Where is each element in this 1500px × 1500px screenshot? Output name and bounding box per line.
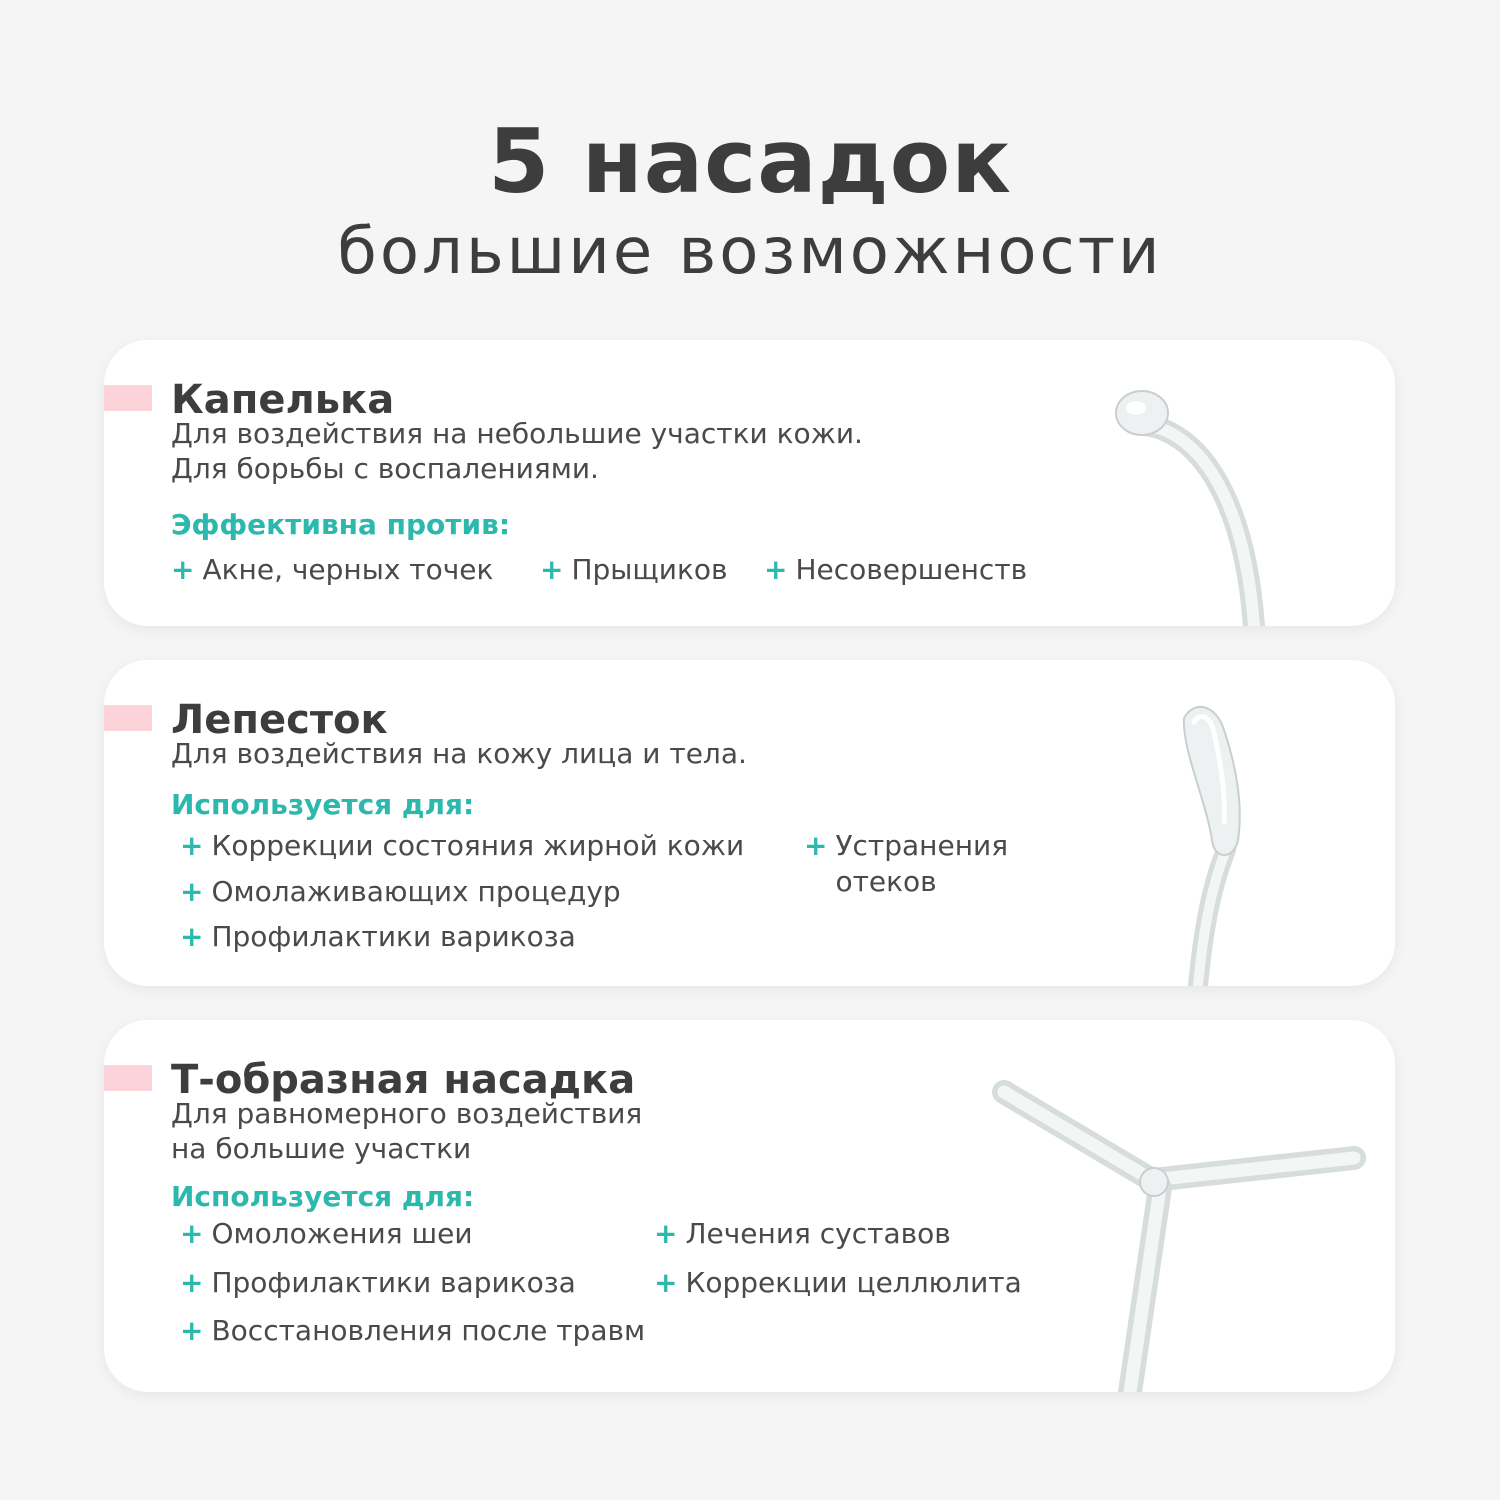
card-subheading: Эффективна против:	[171, 508, 511, 541]
plus-icon: +	[180, 829, 204, 862]
list-item	[804, 828, 1054, 900]
list-item	[654, 1265, 1022, 1301]
card-description	[171, 416, 863, 486]
card-description	[171, 1096, 642, 1166]
list-item	[180, 1265, 576, 1301]
drop-nozzle-image	[1104, 370, 1304, 626]
card-subheading: Используется для:	[171, 788, 475, 821]
card-accent-stripe	[104, 705, 152, 731]
plus-icon: +	[180, 920, 204, 953]
nozzle-card-petal	[104, 660, 1395, 986]
card-subheading: Используется для:	[171, 1180, 475, 1213]
page-title: 5 насадок	[488, 110, 1012, 213]
list-item-label: Устранения отеков	[835, 829, 1009, 898]
list-item	[180, 1313, 645, 1349]
plus-icon: +	[804, 829, 828, 862]
petal-nozzle-image	[1154, 700, 1294, 986]
list-item	[764, 552, 1027, 588]
list-item-label: Омоложения шеи	[211, 1217, 473, 1250]
list-item-label: Несовершенств	[795, 553, 1028, 586]
plus-icon: +	[654, 1217, 678, 1250]
list-item	[180, 919, 576, 955]
list-item-label: Акне, черных точек	[202, 553, 494, 586]
plus-icon: +	[540, 553, 564, 586]
list-item	[540, 552, 728, 588]
list-item-label: Прыщиков	[571, 553, 728, 586]
list-item	[180, 1216, 473, 1252]
page-subtitle: большие возможности	[337, 215, 1163, 289]
card-title: Капелька	[171, 377, 395, 423]
list-item-label: Восстановления после травм	[211, 1314, 646, 1347]
card-description-line: Для воздействия на небольшие участки кожи.	[171, 417, 863, 450]
plus-icon: +	[764, 553, 788, 586]
plus-icon: +	[180, 1217, 204, 1250]
plus-icon: +	[180, 1266, 204, 1299]
plus-icon: +	[654, 1266, 678, 1299]
card-description-line: Для борьбы с воспалениями.	[171, 452, 599, 485]
plus-icon: +	[180, 875, 204, 908]
list-item-label: Коррекции целлюлита	[685, 1266, 1022, 1299]
nozzle-card-t-shaped	[104, 1020, 1395, 1392]
card-accent-stripe	[104, 385, 152, 411]
list-item-label: Профилактики варикоза	[211, 920, 576, 953]
card-description-line: Для равномерного воздействия	[171, 1097, 643, 1130]
list-item	[180, 874, 621, 910]
card-description-line: на большие участки	[171, 1132, 472, 1165]
list-item-label: Коррекции состояния жирной кожи	[211, 829, 745, 862]
nozzle-card-drop	[104, 340, 1395, 626]
t-shaped-nozzle-image	[984, 1070, 1369, 1392]
card-accent-stripe	[104, 1065, 152, 1091]
card-title: Т-образная насадка	[171, 1057, 636, 1103]
list-item	[180, 828, 744, 864]
card-title: Лепесток	[171, 697, 388, 743]
list-item-label: Лечения суставов	[685, 1217, 951, 1250]
plus-icon: +	[180, 1314, 204, 1347]
list-item	[654, 1216, 951, 1252]
list-item-label: Омолаживающих процедур	[211, 875, 621, 908]
card-description	[171, 736, 747, 771]
card-description-line: Для воздействия на кожу лица и тела.	[171, 737, 747, 770]
list-item	[171, 552, 493, 588]
plus-icon: +	[171, 553, 195, 586]
list-item-label: Профилактики варикоза	[211, 1266, 576, 1299]
